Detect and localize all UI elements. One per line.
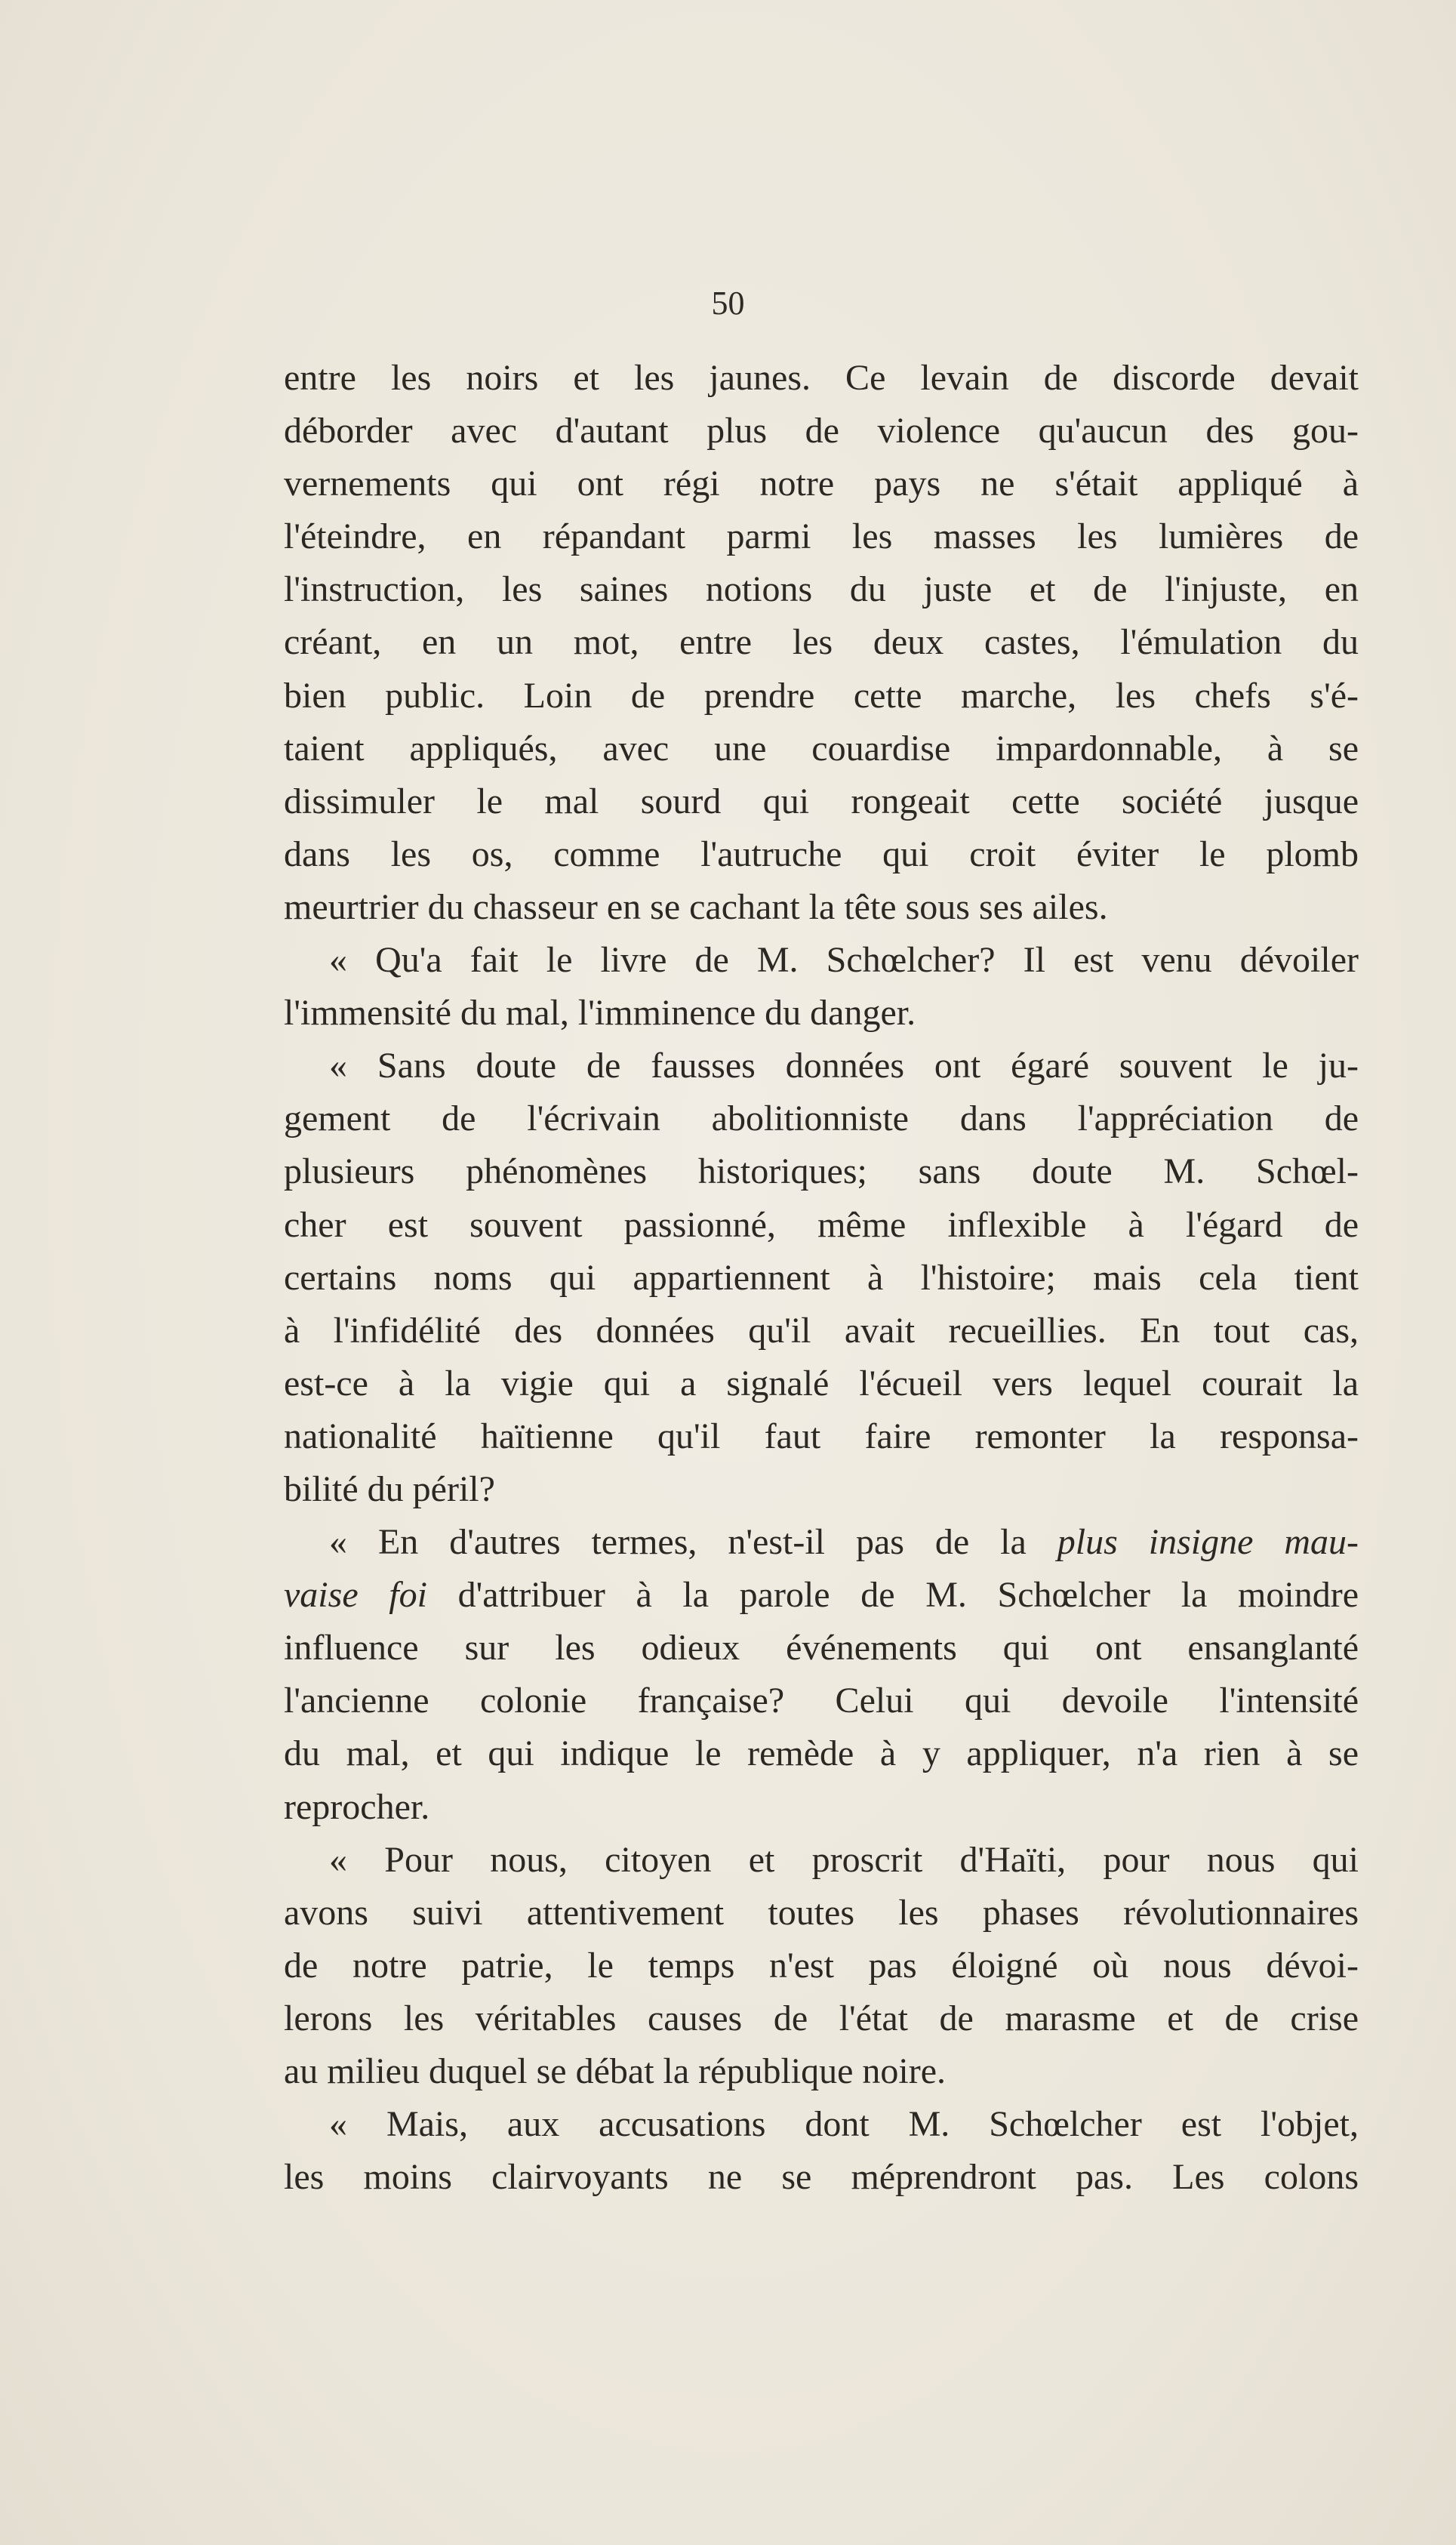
text-line: entre les noirs et les jaunes. Ce levain de discorde devait — [284, 358, 1359, 398]
text-line: cher est souvent passionné, même inflexible à l'égard de — [284, 1204, 1359, 1245]
text-line: l'éteindre, en répandant parmi les masses les lumières de — [284, 516, 1359, 557]
text-line: est-ce à la vigie qui a signalé l'écueil vers lequel courait la — [284, 1363, 1359, 1403]
text-line: « En d'autres termes, n'est-il pas de la plus insigne mau- — [329, 1522, 1359, 1563]
text-line: « Qu'a fait le livre de M. Schœlcher? Il est venu dévoiler — [329, 940, 1359, 981]
text-line: « Sans doute de fausses données ont égaré souvent le ju- — [329, 1046, 1359, 1086]
text-line: « Pour nous, citoyen et proscrit d'Haïti, pour nous qui — [329, 1839, 1359, 1880]
text-line: vernements qui ont régi notre pays ne s'était appliqué à — [284, 464, 1359, 504]
italic-phrase: vaise foi — [284, 1575, 427, 1616]
text-line: nationalité haïtienne qu'il faut faire remonter la responsa- — [284, 1416, 1359, 1456]
text-line: de notre patrie, le temps n'est pas éloigné où nous dévoi- — [284, 1945, 1359, 1986]
page-number: 50 — [711, 285, 745, 322]
text-line: créant, en un mot, entre les deux castes, l'émulation du — [284, 622, 1359, 663]
text-line: gement de l'écrivain abolitionniste dans l'appréciation de — [284, 1098, 1359, 1139]
text-line: les moins clairvoyants ne se méprendront pas. Les colons — [284, 2157, 1359, 2198]
text-line: vaise foi d'attribuer à la parole de M. Schœlcher la moindre — [284, 1575, 1359, 1616]
text-line: au milieu duquel se débat la république noire. — [284, 2051, 947, 2091]
text-line: l'ancienne colonie française? Celui qui devoile l'intensité — [284, 1681, 1359, 1721]
text-line: lerons les véritables causes de l'état de marasme et de crise — [284, 1998, 1359, 2038]
text-line: bien public. Loin de prendre cette marche, les chefs s'é- — [284, 675, 1359, 716]
text-line: à l'infidélité des données qu'il avait recueillies. En tout cas, — [284, 1310, 1359, 1351]
text-line: reprocher. — [284, 1786, 430, 1827]
text-line: dans les os, comme l'autruche qui croit éviter le plomb — [284, 833, 1359, 874]
body-text — [284, 352, 1359, 2204]
text-line: meurtrier du chasseur en se cachant la tête sous ses ailes. — [284, 886, 1108, 927]
text-line: l'immensité du mal, l'imminence du danger. — [284, 993, 916, 1034]
text-line: avons suivi attentivement toutes les phases révolutionnaires — [284, 1892, 1359, 1933]
text-line: certains noms qui appartiennent à l'histoire; mais cela tient — [284, 1257, 1359, 1298]
text-line: influence sur les odieux événements qui ont ensanglanté — [284, 1628, 1359, 1668]
text-line: taient appliqués, avec une couardise impardonnable, à se — [284, 728, 1359, 769]
text-line: plusieurs phénomènes historiques; sans doute M. Schœl- — [284, 1151, 1359, 1192]
text-line: déborder avec d'autant plus de violence qu'aucun des gou- — [284, 411, 1359, 451]
text-line: l'instruction, les saines notions du juste et de l'injuste, en — [284, 569, 1359, 610]
text-line: « Mais, aux accusations dont M. Schœlcher est l'objet, — [329, 2104, 1359, 2145]
text-line: dissimuler le mal sourd qui rongeait cette société jusque — [284, 781, 1359, 821]
text-line: du mal, et qui indique le remède à y appliquer, n'a rien à se — [284, 1733, 1359, 1774]
text-line: bilité du péril? — [284, 1468, 495, 1509]
italic-phrase: plus insigne mau- — [1057, 1522, 1359, 1563]
